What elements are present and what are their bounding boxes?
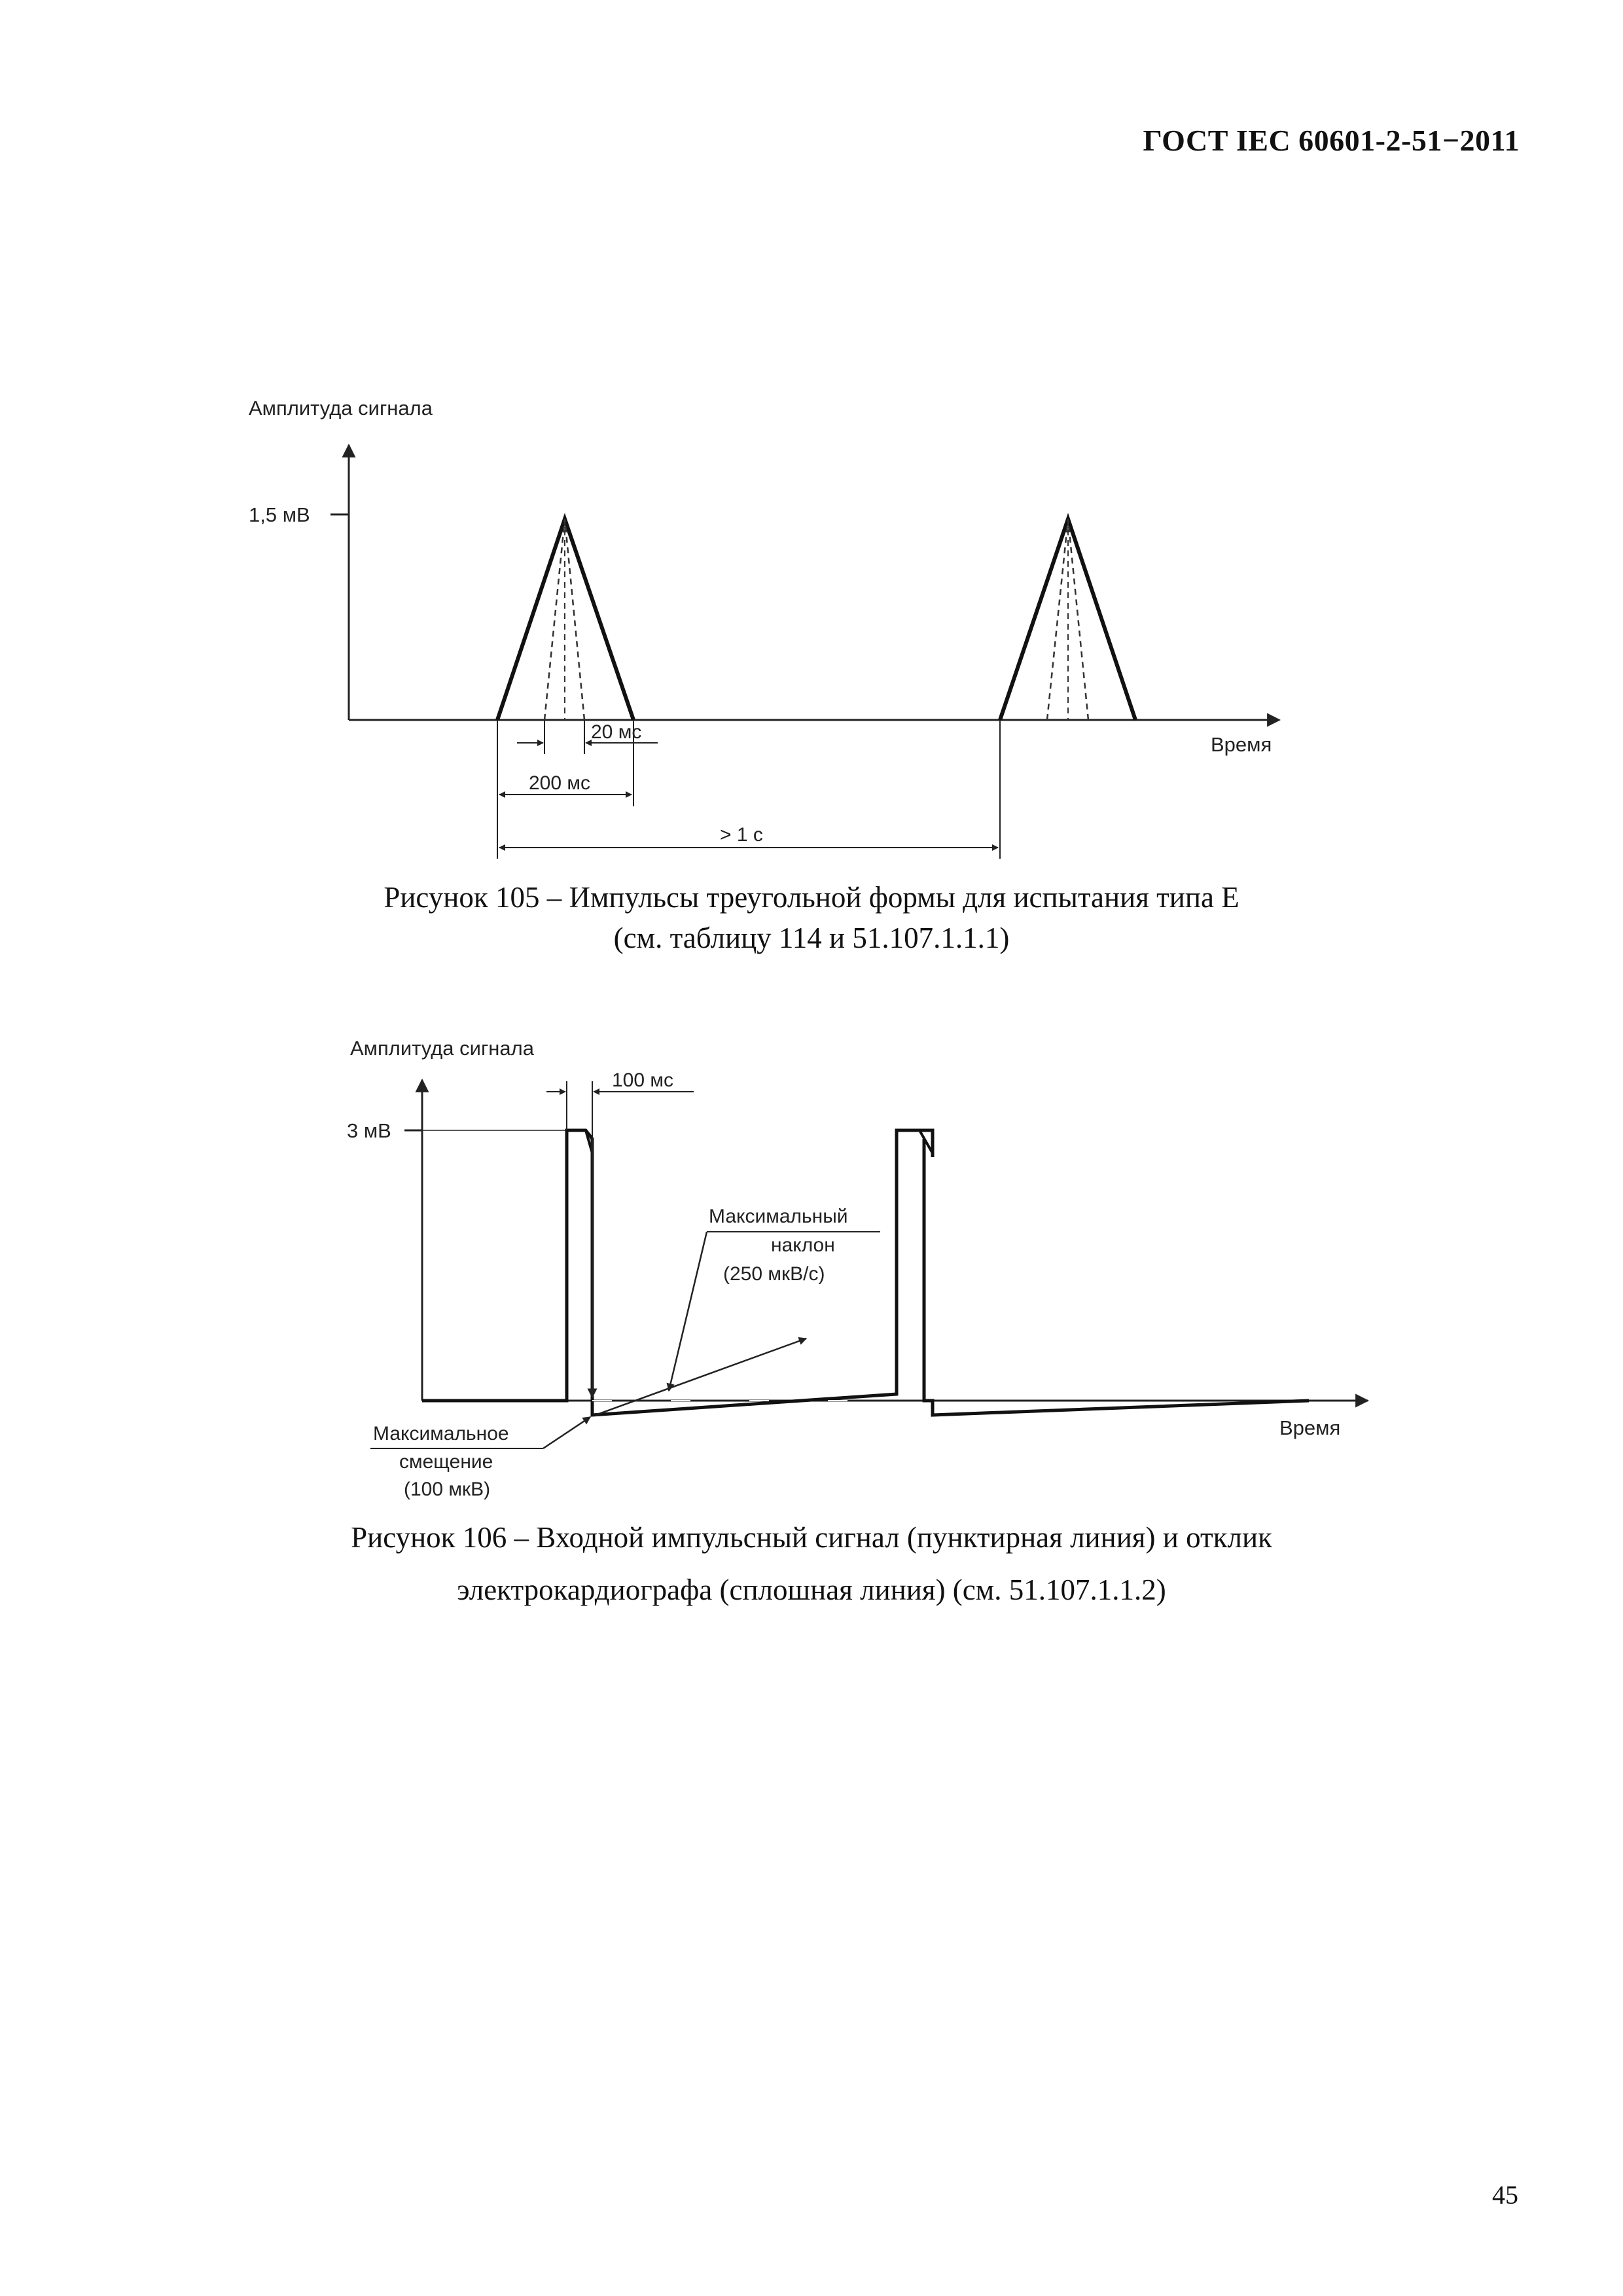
figure-105-caption-line-2: (см. таблицу 114 и 51.107.1.1.1) <box>613 922 1010 954</box>
fig106-response-1 <box>422 1130 933 1415</box>
page-number: 45 <box>1492 2180 1518 2210</box>
document-header: ГОСТ IEC 60601-2-51−2011 <box>1143 124 1520 157</box>
fig106-slope-label-3: (250 мкВ/с) <box>723 1263 825 1285</box>
fig106-y-axis-label: Амплитуда сигнала <box>350 1037 534 1060</box>
fig106-offset-label-2: смещение <box>399 1451 493 1473</box>
fig106-slope-leader <box>669 1232 707 1391</box>
fig105-y-tick-label: 1,5 мВ <box>249 503 310 526</box>
fig105-dim-1s-label: > 1 с <box>720 824 763 846</box>
fig105-dim-200-label: 200 мс <box>529 772 591 794</box>
fig106-slope-label-1: Максимальный <box>709 1206 848 1227</box>
fig105-x-axis-label: Время <box>1211 733 1272 756</box>
fig106-response-2 <box>924 1139 1309 1415</box>
figure-106-caption-line-2: электрокардиографа (сплошная линия) (см. 51.107.1.1.2) <box>457 1573 1166 1606</box>
fig106-offset-label-3: (100 мкВ) <box>404 1479 491 1500</box>
fig106-offset-label-1: Максимальное <box>373 1423 509 1444</box>
fig106-offset-leader <box>543 1417 590 1448</box>
figure-105-chart <box>249 397 1279 859</box>
figure-106-chart <box>347 1037 1368 1500</box>
fig106-x-axis-label: Время <box>1279 1416 1341 1439</box>
figure-105-caption-line-1: Рисунок 105 – Импульсы треугольной формы для испытания типа Е <box>383 881 1240 914</box>
fig106-fall-marker-2 <box>919 1130 933 1153</box>
fig106-slope-label-2: наклон <box>771 1234 835 1256</box>
fig106-y-tick-label: 3 мВ <box>347 1119 391 1142</box>
fig105-dim-20-label: 20 мс <box>591 721 642 743</box>
fig106-dim-100-label: 100 мс <box>612 1069 674 1091</box>
figure-106-caption-line-1: Рисунок 106 – Входной импульсный сигнал (пунктирная линия) и отклик <box>351 1521 1272 1554</box>
fig105-y-axis-label: Амплитуда сигнала <box>249 397 433 420</box>
